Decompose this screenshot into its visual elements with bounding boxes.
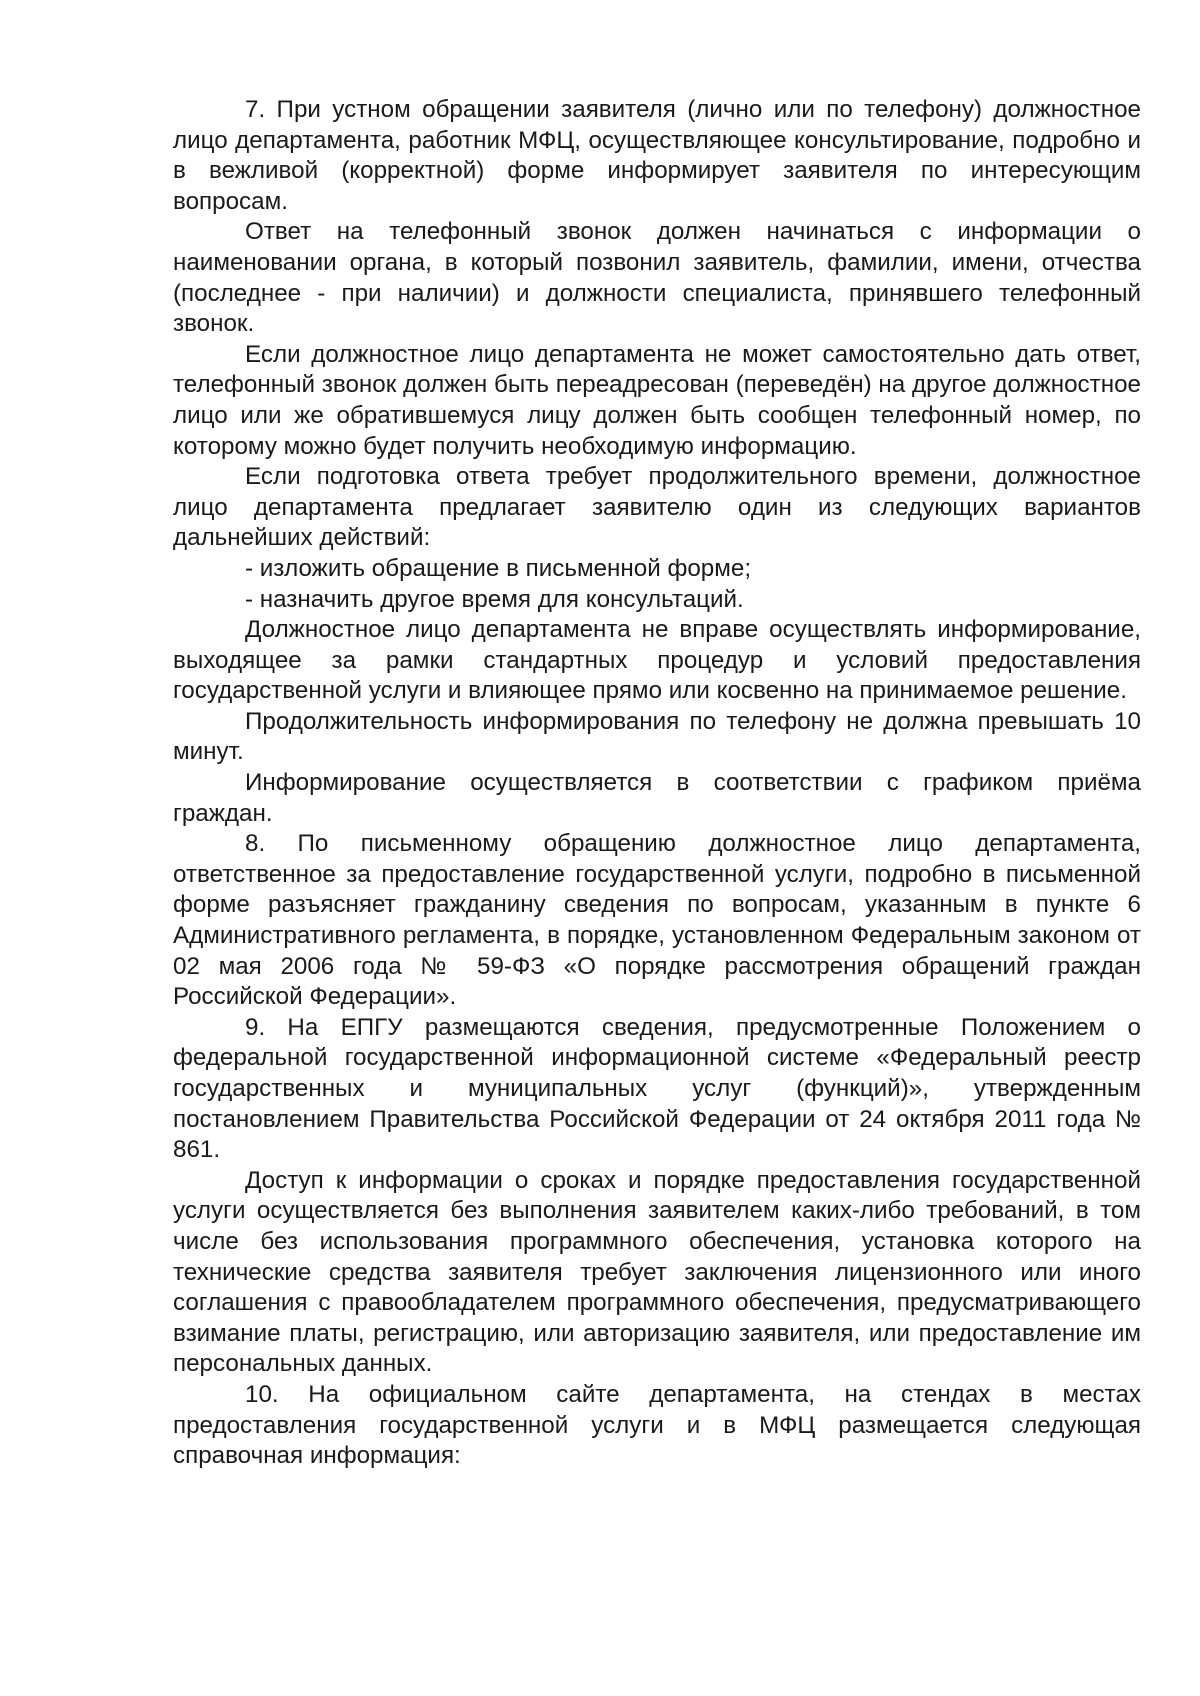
paragraph-reception-schedule: Информирование осуществляется в соответствии с графиком приёма граждан. <box>173 769 1141 827</box>
paragraph-phone-answer: Ответ на телефонный звонок должен начинаться с информации о наименовании органа, в который позвонил заявитель, фамилии, имени, отчества (последнее - при наличии) и должности специалиста, принявшего телефонный звонок. <box>173 218 1141 338</box>
paragraph-phone-duration: Продолжительность информирования по телефону не должна превышать 10 минут. <box>173 707 1141 766</box>
document-page <box>173 95 1141 1472</box>
paragraph-item-7-oral-request: 7. При устном обращении заявителя (лично или по телефону) должностное лицо департамента, работник МФЦ, осуществляющее консультирование, подробно и в вежливой (корректной) форме информирует заявителя по интересующим вопросам. <box>173 96 1141 215</box>
list-item-other-time: - назначить другое время для консультаций. <box>245 585 744 613</box>
paragraph-item-10-reference-info: 10. На официальном сайте департамента, на стендах в местах предоставления государственной услуги и в МФЦ размещается следующая справочная информация: <box>173 1380 1141 1470</box>
paragraph-long-preparation: Если подготовка ответа требует продолжительного времени, должностное лицо департамента предлагает заявителю один из следующих вариантов дальнейших действий: <box>173 463 1141 552</box>
paragraph-access-info: Доступ к информации о сроках и порядке предоставления государственной услуги осуществляется без выполнения заявителем каких-либо требований, в том числе без использования программного обеспечения, установка которого на технические средства заявителя требует заключения лицензионного или иного соглашения с правообладателем программного обеспечения, предусматривающего взимание платы, регистрацию, или авторизацию заявителя, или предоставление им персональных данных. <box>173 1166 1141 1378</box>
paragraph-item-9-epgu: 9. На ЕПГУ размещаются сведения, предусмотренные Положением о федеральной государственной информационной системе «Федеральный реестр государственных и муниципальных услуг (функций)», утвержденным постановлением Правительства Российской Федерации от 24 октября 2011 года № 861. <box>173 1013 1141 1164</box>
paragraph-not-entitled: Должностное лицо департамента не вправе осуществлять информирование, выходящее за рамки стандартных процедур и условий предоставления государственной услуги и влияющее прямо или косвенно на принимаемое решение. <box>173 616 1141 705</box>
paragraph-redirect-call: Если должностное лицо департамента не может самостоятельно дать ответ, телефонный звонок должен быть переадресован (переведён) на другое должностное лицо или же обратившемуся лицу должен быть сообщен телефонный номер, по которому можно будет получить необходимую информацию. <box>173 340 1141 460</box>
paragraph-item-8-written-request: 8. По письменному обращению должностное лицо департамента, ответственное за предоставление государственной услуги, подробно в письменной форме разъясняет гражданину сведения по вопросам, указанным в пункте 6 Административного регламента, в порядке, установленном Федеральным законом от 02 мая 2006 года № 59-ФЗ «О порядке рассмотрения обращений граждан Российской Федерации». <box>173 830 1141 1011</box>
list-item-written-form: - изложить обращение в письменной форме; <box>245 554 752 582</box>
